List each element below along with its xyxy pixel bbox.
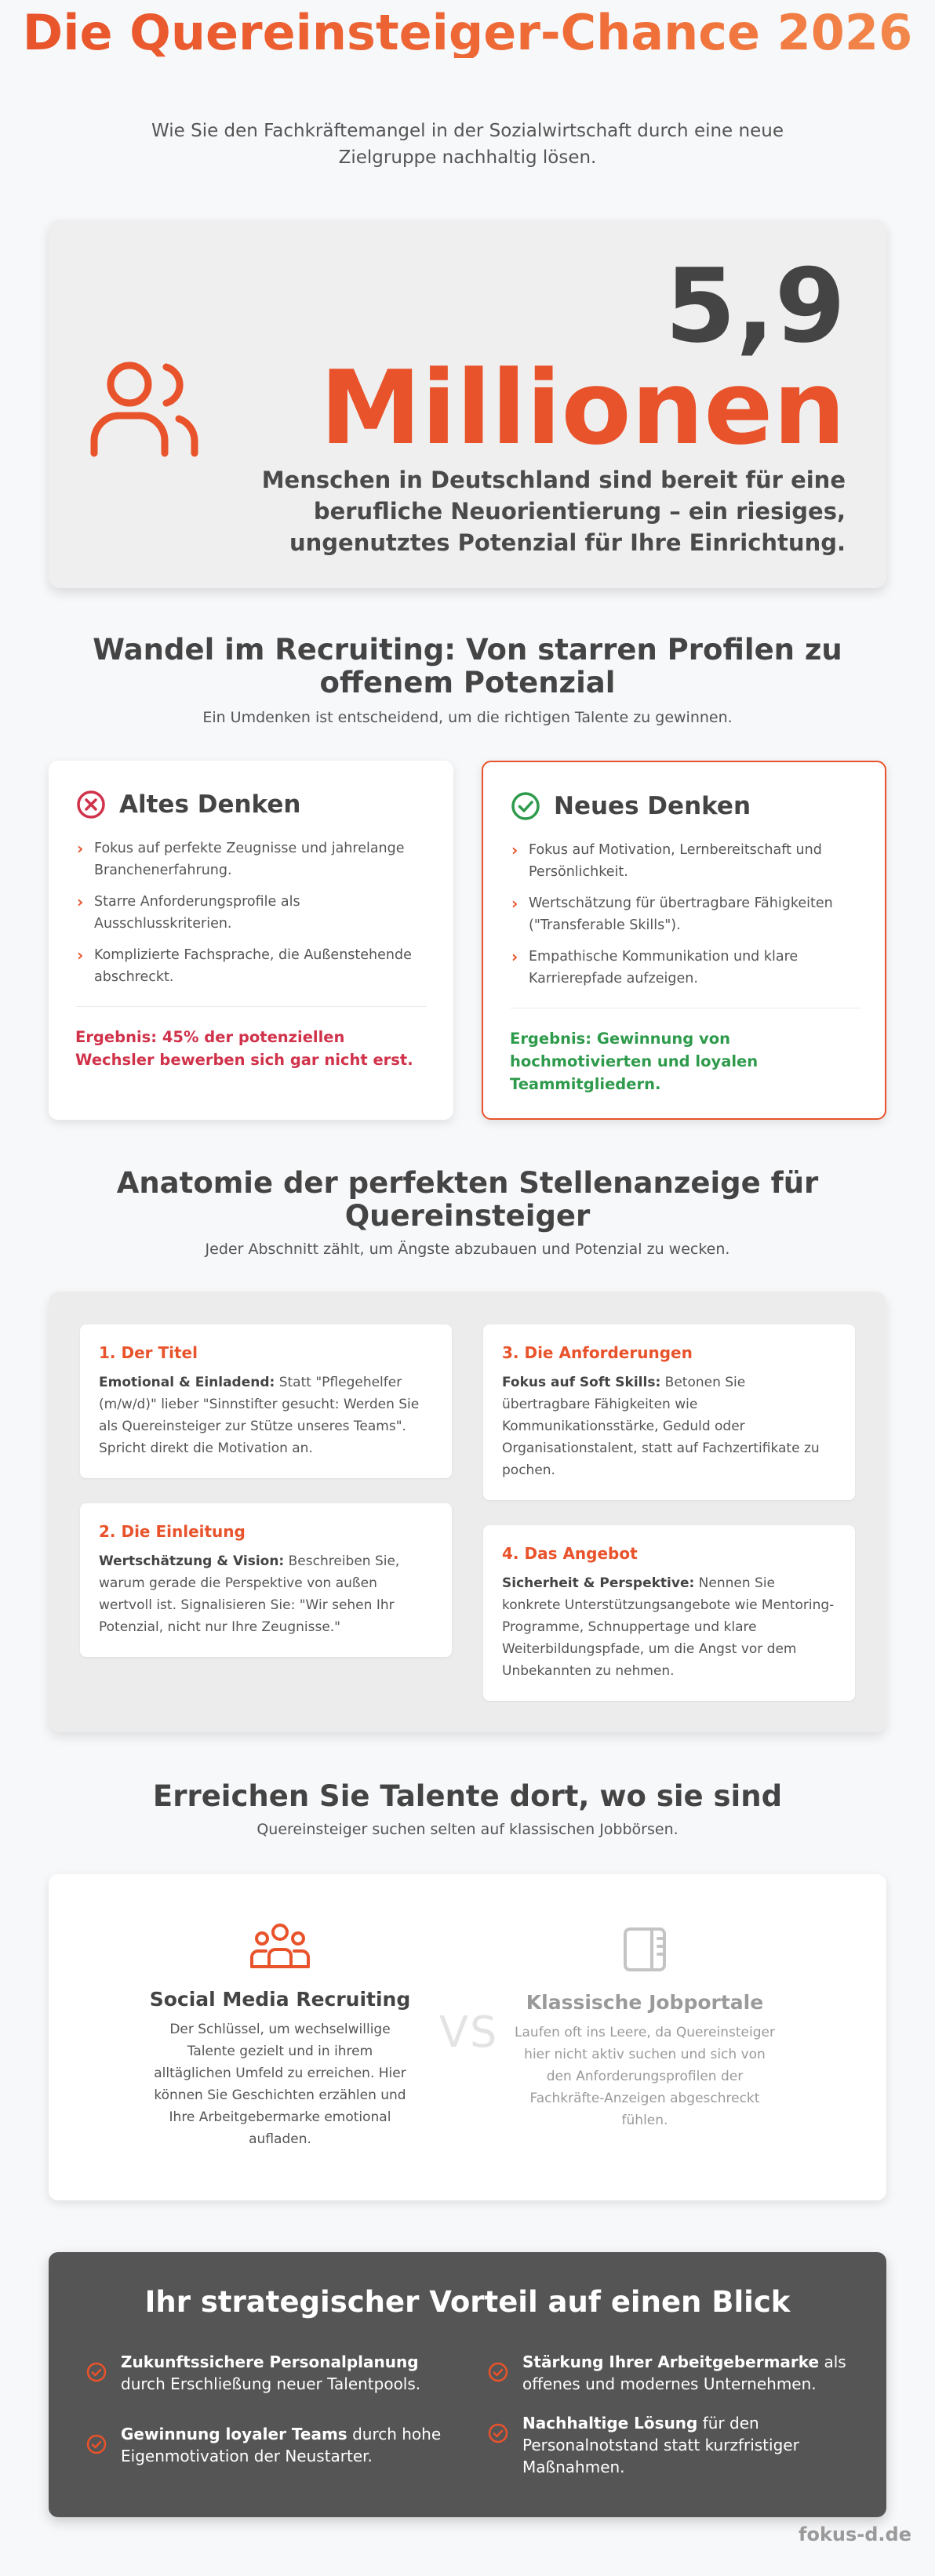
stat-number: 5,9 (664, 246, 846, 365)
divider (75, 1006, 427, 1007)
anatomy-panel (49, 1292, 886, 1732)
new-thinking-header (510, 789, 751, 823)
anatomy-card-body: Wertschätzung & Vision: Beschreiben Sie, warum gerade die Perspektive von außen wertvoll ist. Signalisieren Sie: "Wir sehen Ihr Potenzial, nicht nur Ihre Zeugnisse." (99, 1553, 400, 1635)
channels-subtitle: Quereinsteiger suchen selten auf klassischen Jobbörsen. (256, 1821, 679, 1838)
social-media-title: Social Media Recruiting (149, 1988, 411, 2011)
advantages-title: Ihr strategischer Vorteil auf einen Blick (144, 2285, 791, 2319)
new-thinking-result: Ergebnis: Gewinnung von hochmotivierten und loyalen Teammitgliedern. (510, 1030, 759, 1093)
anatomy-card-offer (483, 1525, 855, 1701)
x-circle-icon (75, 789, 107, 820)
job-portals-column (511, 1921, 778, 2131)
job-portals-text: Laufen oft ins Leere, da Quereinsteiger hier nicht aktiv suchen und sich von den Anforderungsprofilen der Fachkräfte-Anzeigen abgeschreckt fühlen. (515, 2025, 775, 2128)
anatomy-card-body: Sicherheit & Perspektive: Nennen Sie konkrete Unterstützungsangebote wie Mentoring-Programme, Schnuppertage und klare Weiterbildungspfade, um die Angst vor dem Unbekannten zu nehmen. (502, 1575, 835, 1679)
stat-description: Menschen in Deutschland sind bereit für eine berufliche Neuorientierung – ein riesiges, ungenutztes Potenzial für Ihre Einrichtung. (261, 467, 846, 556)
page-title: Die Quereinsteiger-Chance 2026 (0, 8, 935, 58)
new-thinking-card (482, 761, 886, 1120)
group-icon (249, 1921, 311, 1976)
social-media-text: Der Schlüssel, um wechselwillige Talente gezielt und in ihrem alltäglichen Umfeld zu erreichen. Hier können Sie Geschichten erzählen und Ihre Arbeitgebermarke emotional aufladen. (154, 2022, 406, 2147)
page-subtitle: Wie Sie den Fachkräftemangel in der Sozialwirtschaft durch eine neue Zielgruppe nachhaltig lösen. (151, 121, 784, 168)
anatomy-card-heading: 4. Das Angebot (502, 1544, 638, 1563)
old-thinking-header (75, 787, 300, 822)
anatomy-card-body: Emotional & Einladend: Statt "Pflegehelfer (m/w/d)" lieber "Sinnstifter gesucht: Werden Sie als Quereinsteiger zur Stütze unseres Teams". Spricht direkt die Motivation an. (99, 1375, 420, 1456)
anatomy-title: Anatomie der perfekten Stellenanzeige für Quereinsteiger (116, 1166, 819, 1233)
advantage-item (488, 2351, 849, 2395)
shift-title: Wandel im Recruiting: Von starren Profilen zu offenem Potenzial (93, 633, 842, 699)
anatomy-card-intro (80, 1503, 452, 1657)
new-thinking-list (510, 839, 863, 999)
anatomy-card-requirements (483, 1324, 855, 1500)
list-item: › Komplizierte Fachsprache, die Außenstehende abschreckt. (75, 944, 428, 988)
advantage-item (488, 2412, 849, 2478)
newspaper-icon (617, 1921, 672, 1976)
users-icon (86, 353, 204, 463)
anatomy-card-heading: 3. Die Anforderungen (502, 1343, 693, 1362)
footer-brand[interactable]: fokus-d.de (799, 2523, 911, 2545)
vs-label: VS (439, 2007, 499, 2057)
advantage-item (86, 2423, 447, 2467)
list-item: › Empathische Kommunikation und klare Karrierepfade aufzeigen. (510, 946, 863, 990)
check-circle-icon (510, 790, 541, 822)
check-circle-icon (86, 2362, 107, 2382)
anatomy-card-heading: 1. Der Titel (99, 1343, 198, 1362)
anatomy-subtitle: Jeder Abschnitt zählt, um Ängste abzubauen und Potenzial zu wecken. (205, 1241, 730, 1258)
list-item: › Starre Anforderungsprofile als Ausschlusskriterien. (75, 891, 428, 935)
advantages-card (49, 2252, 886, 2517)
stat-card (49, 220, 886, 588)
advantage-item (86, 2351, 447, 2395)
shift-subtitle: Ein Umdenken ist entscheidend, um die richtigen Talente zu gewinnen. (202, 709, 733, 726)
old-thinking-heading: Altes Denken (119, 790, 301, 819)
stat-unit: Millionen (319, 348, 846, 467)
old-thinking-result: Ergebnis: 45% der potenziellen Wechsler bewerben sich gar nicht erst. (75, 1028, 413, 1069)
anatomy-card-body: Fokus auf Soft Skills: Betonen Sie übertragbare Fähigkeiten wie Kommunikationsstärke, Geduld oder Organisationstalent, statt auf Fachzertifikate zu pochen. (502, 1375, 820, 1478)
anatomy-card-heading: 2. Die Einleitung (99, 1522, 246, 1541)
check-circle-icon (488, 2362, 508, 2382)
advantage-text: Zukunftssichere Personalplanung durch Erschließung neuer Talentpools. (121, 2353, 421, 2393)
new-thinking-heading: Neues Denken (554, 792, 751, 820)
old-thinking-list (75, 837, 428, 997)
social-media-column (147, 1921, 413, 2150)
list-item: › Fokus auf Motivation, Lernbereitschaft und Persönlichkeit. (510, 839, 863, 883)
job-portals-title: Klassische Jobportale (526, 1991, 764, 2014)
advantage-text: Stärkung Ihrer Arbeitgebermarke als offenes und modernes Unternehmen. (522, 2353, 846, 2393)
advantage-text: Gewinnung loyaler Teams durch hohe Eigenmotivation der Neustarter. (121, 2425, 442, 2465)
old-thinking-card (49, 761, 453, 1120)
list-item: › Fokus auf perfekte Zeugnisse und jahrelange Branchenerfahrung. (75, 837, 428, 881)
check-circle-icon (86, 2434, 107, 2454)
anatomy-card-title (80, 1324, 452, 1478)
advantage-text: Nachhaltige Lösung für den Personalnotstand statt kurzfristiger Maßnahmen. (522, 2414, 799, 2476)
list-item: › Wertschätzung für übertragbare Fähigkeiten ("Transferable Skills"). (510, 892, 863, 936)
channels-title: Erreichen Sie Talente dort, wo sie sind (152, 1779, 783, 1813)
channels-card (49, 1874, 886, 2200)
check-circle-icon (488, 2423, 508, 2443)
